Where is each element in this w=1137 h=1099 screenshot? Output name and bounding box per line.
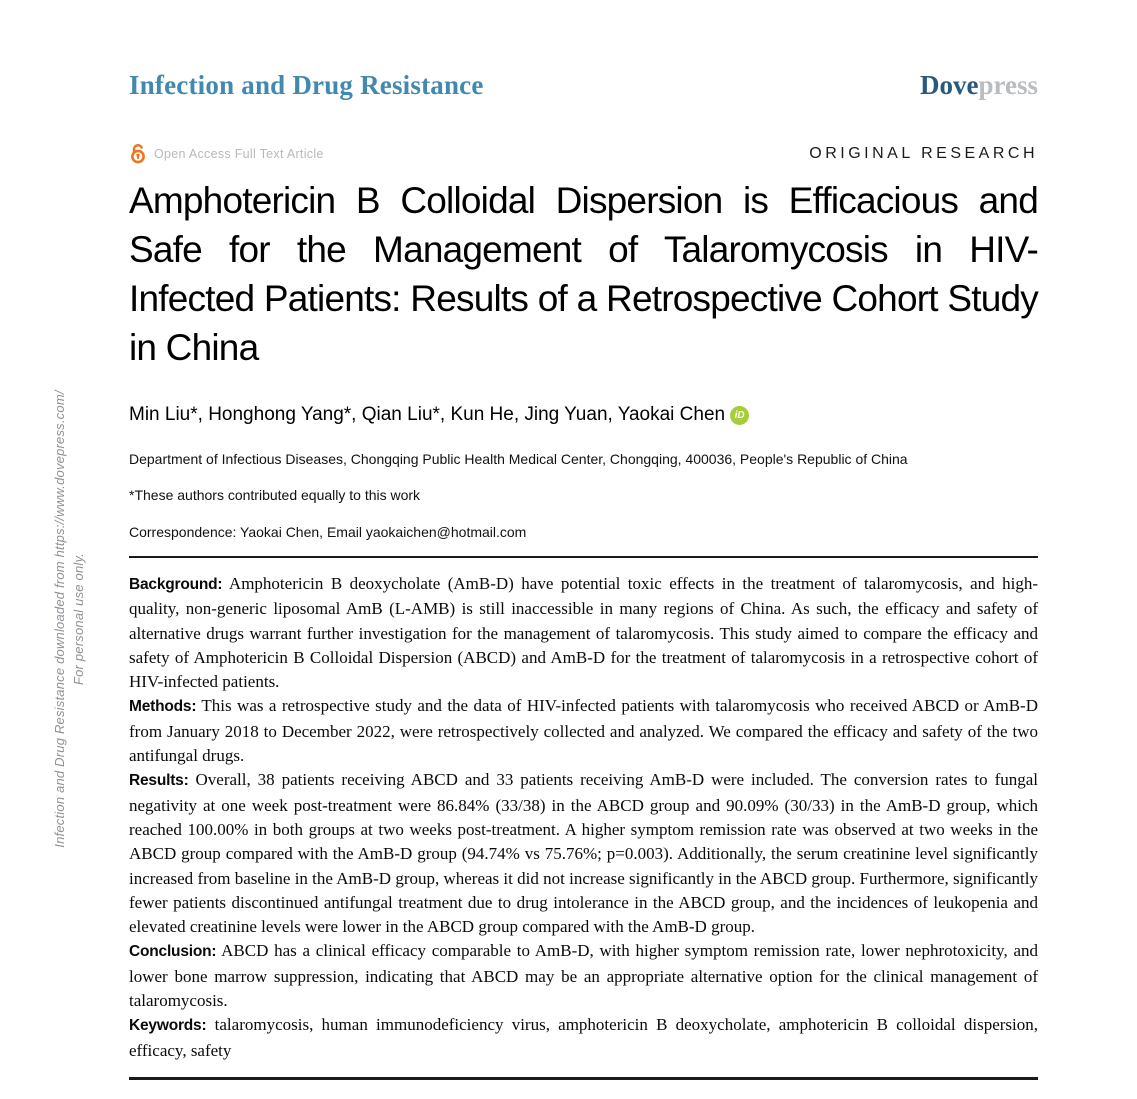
journal-header [129,70,1038,101]
journal-name[interactable]: Infection and Drug Resistance [129,70,484,100]
authors-row [129,404,1038,426]
dovepress-logo-press: press [978,70,1038,100]
abstract-section-methods [129,694,1038,768]
abstract-bottom-divider [129,1077,1038,1080]
abstract-text-methods: This was a retrospective study and the data of HIV-infected patients with talaromycosis who received ABCD or AmB-D from January 2018 to December 2022, were retrospectively collected and analyzed. We compared the efficacy and safety of the two antifungal drugs. [129,696,1038,766]
open-lock-icon [129,143,147,164]
watermark-line2: For personal use only. [71,552,86,686]
affiliation-line: Department of Infectious Diseases, Chongqing Public Health Medical Center, Chongqing, 400036, People's Republic of China [129,451,908,467]
orcid-icon[interactable]: iD [730,406,749,425]
abstract-label-conclusion: Conclusion: [129,943,217,961]
abstract-section-keywords [129,1013,1038,1063]
abstract-top-divider [129,556,1038,558]
article-title: Amphotericin B Colloidal Dispersion is Efficacious and Safe for the Management of Talaromycosis in HIV-Infected Patients: Results of a Retrospective Cohort Study in China [129,180,1038,368]
abstract-label-results: Results: [129,772,189,790]
abstract-section-background [129,572,1038,694]
open-access-label: Open Access Full Text Article [154,146,324,161]
abstract-section-conclusion [129,939,1038,1013]
download-watermark [50,349,88,889]
correspondence-line[interactable]: Correspondence: Yaokai Chen, Email yaokaichen@hotmail.com [129,524,527,540]
abstract-text-background: Amphotericin B deoxycholate (AmB-D) have potential toxic effects in the treatment of talaromycosis, and high-quality, non-generic liposomal AmB (L-AMB) is still inaccessible in many regions of China. As such, the efficacy and safety of alternative drugs warrant further investigation for the management of talaromycosis. This study aimed to compare the efficacy and safety of Amphotericin B Colloidal Dispersion (ABCD) and AmB-D for the treatment of talaromycosis in a retrospective cohort of HIV-infected patients. [129,574,1038,692]
abstract-label-keywords: Keywords: [129,1017,207,1035]
equal-contribution-note: *These authors contributed equally to this work [129,487,421,503]
abstract-text-conclusion: ABCD has a clinical efficacy comparable to AmB-D, with higher symptom remission rate, lower nephrotoxicity, and lower bone marrow suppression, indicating that ABCD may be an appropriate alternative option for the clinical management of talaromycosis. [129,941,1038,1011]
dovepress-logo-dove: Dove [920,70,979,100]
watermark-line1: Infection and Drug Resistance downloaded from https://www.dovepress.com/ [52,390,67,848]
article-meta-row [129,143,1038,164]
abstract-section-results [129,768,1038,939]
abstract-text-results: Overall, 38 patients receiving ABCD and 33 patients receiving AmB-D were included. The conversion rates to fungal negativity at one week post-treatment were 86.84% (33/38) in the ABCD group and 90.09% (30/33) in the AmB-D group, which reached 100.00% in both groups at two weeks post-treatment. A higher symptom remission rate was observed at two weeks in the ABCD group compared with the AmB-D group (94.74% vs 75.76%; p=0.003). Additionally, the serum creatinine level significantly increased from baseline in the AmB-D group, whereas it did not increase significantly in the ABCD group. Furthermore, significantly fewer patients discontinued antifungal treatment due to drug intolerance in the ABCD group, and the incidences of leukopenia and elevated creatinine levels were lower in the ABCD group compared with the AmB-D group. [129,770,1038,937]
abstract-label-methods: Methods: [129,698,197,716]
dovepress-logo[interactable] [920,70,1038,101]
authors-names: Min Liu*, Honghong Yang*, Qian Liu*, Kun He, Jing Yuan, Yaokai Chen [129,404,726,425]
article-type-label: ORIGINAL RESEARCH [809,144,1038,162]
abstract-text-keywords: talaromycosis, human immunodeficiency virus, amphotericin B deoxycholate, amphotericin B colloidal dispersion, efficacy, safety [129,1015,1038,1060]
abstract [129,572,1038,1063]
abstract-label-background: Background: [129,576,223,593]
open-access-group[interactable] [129,143,324,164]
